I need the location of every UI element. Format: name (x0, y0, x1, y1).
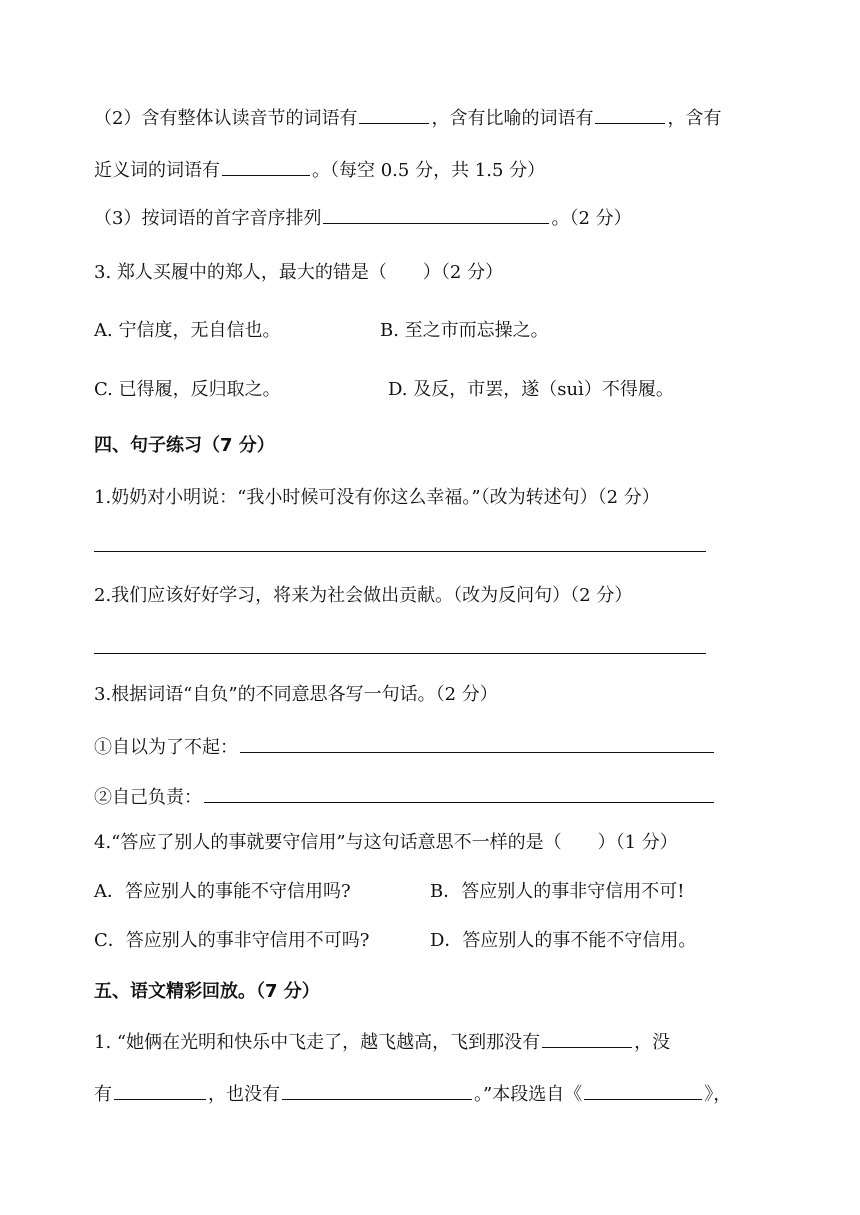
option-b[interactable]: B. 至之市而忘操之。 (380, 320, 549, 341)
question-text: ①自以为了不起： (94, 737, 238, 758)
score-note: 。（2 分） (551, 208, 632, 229)
answer-blank[interactable] (542, 1028, 632, 1048)
answer-blank[interactable] (595, 104, 665, 124)
question-text: ，含有比喻的词语有 (431, 108, 594, 129)
option-c[interactable]: C. 已得履，反归取之。 (94, 379, 281, 400)
answer-blank[interactable] (222, 156, 310, 176)
answer-blank[interactable] (204, 783, 714, 803)
sec4-question-3: 3.根据词语“自负”的不同意思各写一句话。（2 分） (94, 684, 498, 705)
answer-line[interactable] (94, 633, 706, 654)
answer-blank[interactable] (240, 733, 714, 753)
sec4-question-3-a (94, 733, 716, 761)
sec4-question-1: 1.奶奶对小明说：“我小时候可没有你这么幸福。”（改为转述句）（2 分） (94, 487, 660, 508)
sec5-question-1-line-2 (94, 1080, 731, 1108)
question-text: 有 (94, 1084, 112, 1105)
question-3-sort (94, 204, 632, 232)
score-note: 。（每空 0.5 分，共 1.5 分） (312, 160, 546, 181)
question-text: ②自己负责： (94, 787, 202, 808)
question-text: （3）按词语的首字音序排列 (94, 208, 322, 229)
answer-blank[interactable] (323, 204, 549, 224)
sec4-option-c[interactable]: C．答应别人的事非守信用不可吗? (94, 930, 370, 951)
question-text: 》， (704, 1084, 732, 1105)
sec4-question-3-b (94, 783, 716, 811)
answer-blank[interactable] (584, 1080, 702, 1100)
sec4-question-2: 2.我们应该好好学习，将来为社会做出贡献。（改为反问句）（2 分） (94, 585, 633, 606)
option-a[interactable]: A. 宁信度，无自信也。 (94, 320, 281, 341)
sec4-option-a[interactable]: A．答应别人的事能不守信用吗? (94, 881, 351, 902)
question-3: 3. 郑人买履中的郑人，最大的错是（ ）（2 分） (94, 262, 504, 283)
sec5-question-1-line-1 (94, 1028, 670, 1056)
answer-blank[interactable] (282, 1080, 472, 1100)
answer-blank[interactable] (359, 104, 429, 124)
answer-blank[interactable] (114, 1080, 206, 1100)
question-text: 1. “她俩在光明和快乐中飞走了，越飞越高，飞到那没有 (94, 1032, 541, 1053)
question-2-line-2 (94, 156, 545, 184)
sec4-question-4: 4.“答应了别人的事就要守信用”与这句话意思不一样的是（ ）（1 分） (94, 832, 678, 853)
option-d[interactable]: D. 及反，市罢，遂（suì）不得履。 (388, 379, 674, 400)
question-text: ，没 (634, 1032, 671, 1053)
question-text: 。”本段选自《 (474, 1084, 583, 1105)
question-text: ，含有 (667, 108, 722, 129)
question-text: 近义词的词语有 (94, 160, 220, 181)
question-text: ，也没有 (208, 1084, 280, 1105)
section-4-heading: 四、句子练习（7 分） (94, 435, 275, 456)
sec4-option-b[interactable]: B．答应别人的事非守信用不可! (430, 881, 685, 902)
question-text: （2）含有整体认读音节的词语有 (94, 108, 358, 129)
sec4-option-d[interactable]: D．答应别人的事不能不守信用。 (430, 930, 697, 951)
question-2-line-1 (94, 104, 721, 132)
answer-line[interactable] (94, 531, 706, 552)
section-5-heading: 五、语文精彩回放。（7 分） (94, 981, 320, 1002)
